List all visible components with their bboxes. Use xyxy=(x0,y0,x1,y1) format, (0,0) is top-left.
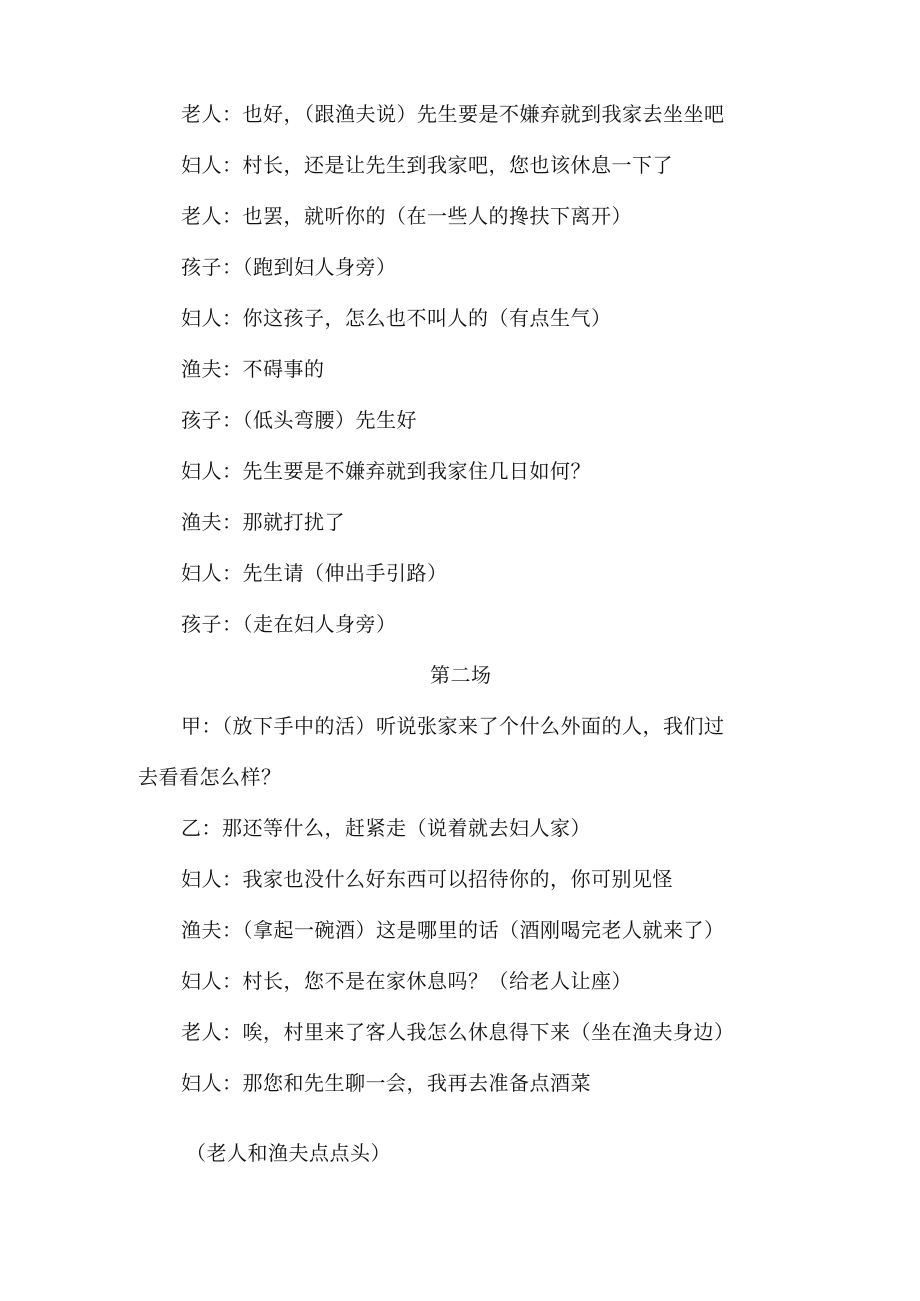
dialogue-line: 乙：那还等什么，赶紧走（说着就去妇人家） xyxy=(181,816,591,840)
dialogue-line: 孩子：（跑到妇人身旁） xyxy=(181,255,397,279)
dialogue-line: 渔夫：那就打扰了 xyxy=(181,510,345,534)
dialogue-line: 妇人：那您和先生聊一会，我再去准备点酒菜 xyxy=(181,1071,591,1095)
dialogue-line-continuation: 去看看怎么样？ xyxy=(138,765,282,789)
stage-direction: （老人和渔夫点点头） xyxy=(186,1141,391,1165)
dialogue-line: 妇人：村长，还是让先生到我家吧，您也该休息一下了 xyxy=(181,153,673,177)
dialogue-line: 渔夫：不碍事的 xyxy=(181,357,325,381)
dialogue-line: 老人：也罢，就听你的（在一些人的搀扶下离开） xyxy=(181,204,632,228)
dialogue-line: 妇人：我家也没什么好东西可以招待你的，你可别见怪 xyxy=(181,867,673,891)
dialogue-line: 孩子：（走在妇人身旁） xyxy=(181,612,397,636)
dialogue-line: 老人：唉，村里来了客人我怎么休息得下来（坐在渔夫身边） xyxy=(181,1020,735,1044)
scene-heading: 第二场 xyxy=(430,663,492,687)
dialogue-line: 老人：也好，（跟渔夫说）先生要是不嫌弃就到我家去坐坐吧 xyxy=(181,102,725,126)
dialogue-line: 孩子：（低头弯腰）先生好 xyxy=(181,408,417,432)
dialogue-line: 渔夫：（拿起一碗酒）这是哪里的话（酒刚喝完老人就来了） xyxy=(181,918,725,942)
dialogue-line: 妇人：先生要是不嫌弃就到我家住几日如何？ xyxy=(181,459,591,483)
dialogue-line: 甲：（放下手中的活）听说张家来了个什么外面的人，我们过 xyxy=(181,714,725,738)
dialogue-line: 妇人：村长，您不是在家休息吗？（给老人让座） xyxy=(181,969,632,993)
dialogue-line: 妇人：你这孩子，怎么也不叫人的（有点生气） xyxy=(181,306,612,330)
dialogue-line: 妇人：先生请（伸出手引路） xyxy=(181,561,448,585)
